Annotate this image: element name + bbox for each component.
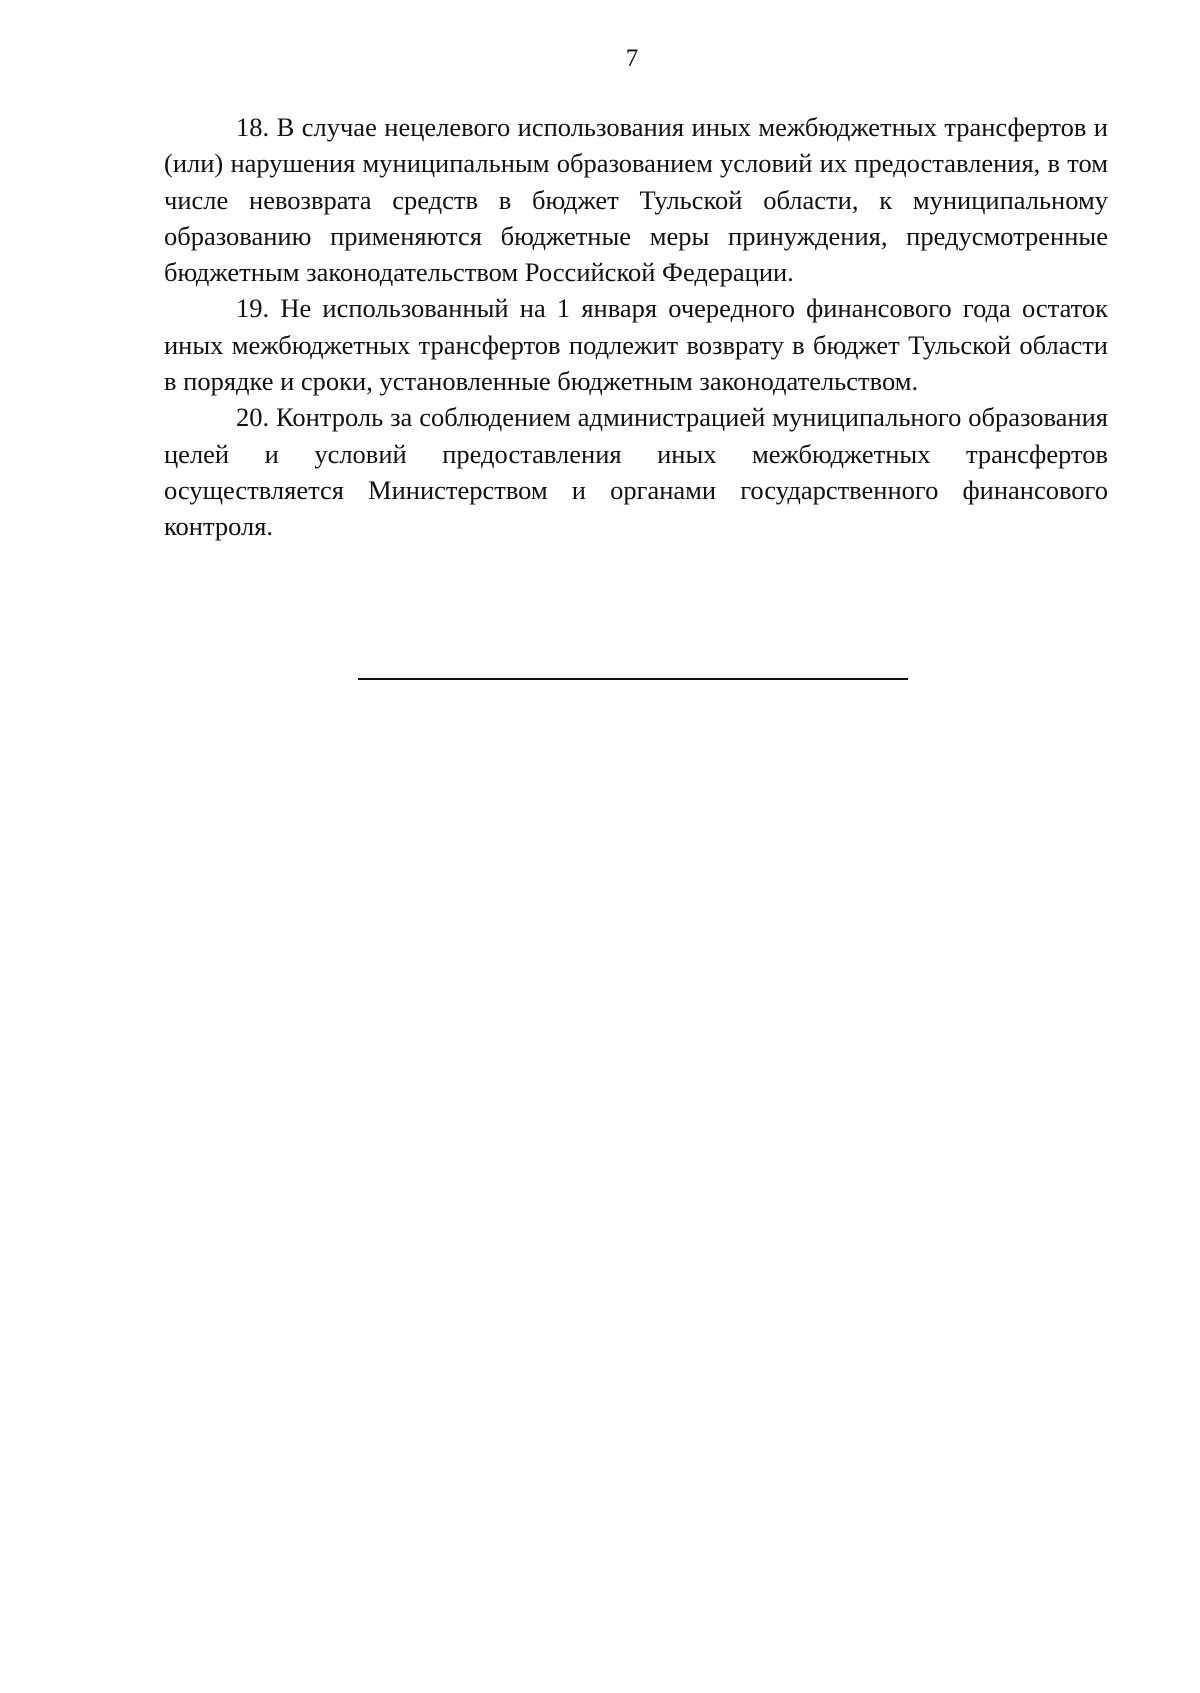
- paragraph-20: 20. Контроль за соблюдением администрацией муниципального образования целей и условий предоставления иных межбюджетных трансфертов осуществляется Министерством и органами государственного финансового контроля.: [164, 402, 1108, 542]
- closing-divider-line: [358, 678, 908, 680]
- document-body: [164, 109, 1108, 545]
- page-number: 7: [625, 45, 639, 72]
- paragraph-18: 18. В случае нецелевого использования иных межбюджетных трансфертов и (или) нарушения муниципальным образованием условий их предоставления, в том числе невозврата средств в бюджет Тульской области, к муниципальному образованию применяются бюджетные меры принуждения, предусмотренные бюджетным законодательством Российской Федерации.: [164, 112, 1108, 288]
- paragraph-19: 19. Не использованный на 1 января очередного финансового года остаток иных межбюджетных трансфертов подлежит возврату в бюджет Тульской области в порядке и сроки, установленные бюджетным законодательством.: [164, 293, 1108, 397]
